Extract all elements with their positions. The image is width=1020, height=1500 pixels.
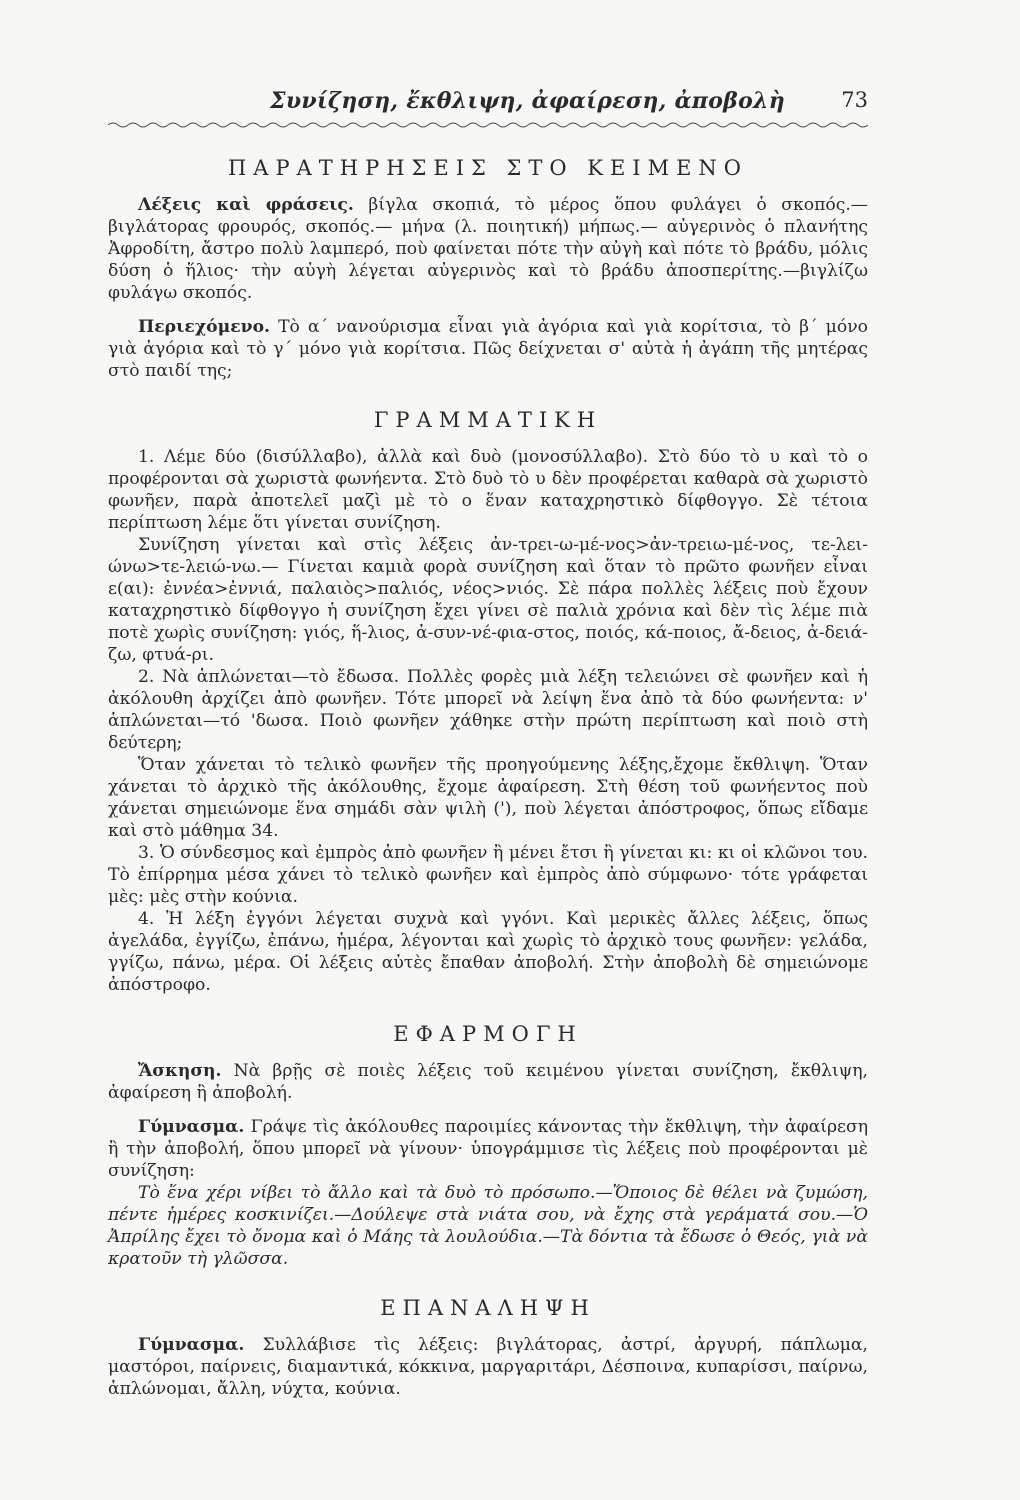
paragraph-lexeis xyxy=(108,194,868,304)
text-lexeis: βίγλα σκοπιά, τὸ μέρος ὅπου φυλάγει ὁ σκοπός.—βιγλάτορας φρουρός, σκοπός.— μήνα (λ. ποιητική) μήπως.— αὐγερινὸς ὁ πλανήτης Ἀφροδίτη, ἄστρο πολὺ λαμπερό, ποὺ φαίνεται πότε τὴν αὐγὴ καὶ πότε τὸ βράδυ, μόλις δύση ὁ ἥλιος· τὴν αὐγὴ λέγεται αὐγερινὸς καὶ τὸ βράδυ ἀποσπερίτης.—βιγλίζω φυλάγω σκοπός. xyxy=(108,195,868,303)
label-gymnasma-2: Γύμνασμα. xyxy=(138,1335,245,1355)
label-periexomeno: Περιεχόμενο. xyxy=(138,317,271,337)
paragraph-gymnasma-1 xyxy=(108,1116,868,1182)
label-askisi: Ἄσκηση. xyxy=(138,1061,222,1081)
text-periexomeno: Τὸ α΄ νανούρισμα εἶναι γιὰ ἀγόρια καὶ γιὰ κορίτσια, τὸ β΄ μόνο γιὰ ἀγόρια καὶ τὸ γ΄ μόνο γιὰ κορίτσια. Πῶς δείχνεται σ' αὐτὰ ἡ ἀγάπη τῆς μητέρας στὸ παιδί της; xyxy=(108,317,868,381)
text-gymnasma-2: Συλλάβισε τὶς λέξεις: βιγλάτορας, ἀστρί, ἀργυρή, πάπλωμα, μαστόροι, παίρνεις, διαμαντικά, κόκκινα, μαργαριτάρι, Δέσποινα, κυπαρίσσι, παίρνω, ἁπλώνομαι, ἄλλη, νύχτα, κούνια. xyxy=(108,1335,869,1399)
label-gymnasma-1: Γύμνασμα. xyxy=(138,1117,245,1137)
running-head xyxy=(108,82,868,122)
section-heading-review: ΕΠΑΝΑΛΗΨΗ xyxy=(380,1296,596,1320)
text-gymnasma-1: Γράψε τὶς ἀκόλουθες παροιμίες κάνοντας τὴν ἔκθλιψη, τὴν ἀφαίρεση ἢ τὴν ἀποβολή, ὅπου μπορεῖ νὰ γίνουν· ὑπογράμμισε τὶς λέξεις ποὺ προφέρονται μὲ συνίζηση: xyxy=(108,1117,868,1181)
section-heading-grammar: ΓΡΑΜΜΑΤΙΚΗ xyxy=(373,408,603,432)
grammar-paragraph-6: 4. Ἡ λέξη ἐγγόνι λέγεται συχνὰ καὶ γγόνι. Καὶ μερικὲς ἄλλες λέξεις, ὅπως ἀγελάδα, ἐγγίζω, ἐπάνω, ἡμέρα, λέγονται καὶ χωρὶς τὸ ἀρχικὸ τους φωνῆεν: γελάδα, γγίζω, πάνω, μέρα. Οἱ λέξεις αὐτὲς ἔπαθαν ἀποβολή. Στὴν ἀποβολὴ δὲ σημειώνομε ἀπόστροφο. xyxy=(108,909,868,995)
running-head-title: Συνίζηση, ἔκθλιψη, ἀφαίρεση, ἀποβολὴ xyxy=(270,88,786,114)
grammar-paragraph-2: Συνίζηση γίνεται καὶ στὶς λέξεις ἀν-τρει-ω-μέ-νος>ἀν-τρειω-μέ-νος, τε-λει-ώνω>τε-λειώ-νω.— Γίνεται καμιὰ φορὰ συνίζηση καὶ ὅταν τὸ πρῶτο φωνῆεν εἶναι ε(αι): ἐννέα>ἐννιά, παλαιὸς>παλιός, νέος>νιός. Σὲ πάρα πολλὲς λέξεις ποὺ ἔχουν καταχρηστικὸ δίφθογγο ἡ συνίζηση ἔχει γίνει σὲ παλιὰ χρόνια καὶ δὲν τὶς λέμε πιὰ ποτὲ χωρὶς συνίζηση: γιός, ἥ-λιος, ἀ-συν-νέ-φια-στος, ποιός, κά-ποιος, ἄ-δειος, ἀ-δειά-ζω, φτυά-ρι. xyxy=(108,535,868,665)
label-lexeis: Λέξεις καὶ φράσεις. xyxy=(138,195,354,215)
grammar-paragraph-4: Ὅταν χάνεται τὸ τελικὸ φωνῆεν τῆς προηγούμενης λέξης,ἔχομε ἔκθλιψη. Ὅταν χάνεται τὸ ἀρχικὸ τῆς ἀκόλουθης, ἔχομε ἀφαίρεση. Στὴ θέση τοῦ φωνήεντος ποὺ χάνεται σημειώνομε ἕνα σημάδι σὰν ψιλὴ ('), ποὺ λέγεται ἀπόστροφος, ὅπως εἴδαμε καὶ στὸ μάθημα 34. xyxy=(108,755,868,841)
page-number: 73 xyxy=(841,88,868,112)
grammar-paragraph-1: 1. Λέμε δύο (δισύλλαβο), ἀλλὰ καὶ δυὸ (μονοσύλλαβο). Στὸ δύο τὸ υ καὶ τὸ ο προφέρονται σὰ χωριστὰ φωνήεντα. Στὸ δυὸ τὸ υ δὲν προφέρεται καθαρὰ σὰ χωριστὸ φωνῆεν, παρὰ ἀποτελεῖ μαζὶ μὲ τὸ ο ἕναν καταχρηστικὸ δίφθογγο. Σὲ τέτοια περίπτωση λέμε ὅτι γίνεται συνίζηση. xyxy=(108,447,868,533)
text-askisi: Νὰ βρῇς σὲ ποιὲς λέξεις τοῦ κειμένου γίνεται συνίζηση, ἔκθλιψη, ἀφαίρεση ἢ ἀποβολή. xyxy=(108,1061,869,1103)
grammar-paragraph-5: 3. Ὁ σύνδεσμος καὶ ἐμπρὸς ἀπὸ φωνῆεν ἢ μένει ἔτσι ἢ γίνεται κι: κι οἱ κλῶνοι του. Τὸ ἐπίρρημα μέσα χάνει τὸ τελικὸ φωνῆεν καὶ ἐμπρὸς ἀπὸ σύμφωνο· τότε γράφεται μὲς: μὲς στὴν κούνια. xyxy=(108,843,868,907)
paragraph-periexomeno xyxy=(108,316,868,382)
paragraph-askisi xyxy=(108,1060,868,1104)
section-heading-notes: ΠΑΡΑΤΗΡΗΣΕΙΣ ΣΤΟ ΚΕΙΜΕΝΟ xyxy=(227,156,749,180)
paragraph-proverbs: Τὸ ἕνα χέρι νίβει τὸ ἄλλο καὶ τὰ δυὸ τὸ πρόσωπο.—Ὅποιος δὲ θέλει νὰ ζυμώση, πέντε ἡμέρες κοσκινίζει.—Δούλεψε στὰ νιάτα σου, νὰ ἔχης στὰ γεράματά σου.—Ὁ Ἀπρίλης ἔχει τὸ ὄνομα καὶ ὁ Μάης τὰ λουλούδια.—Τὰ δόντια τὰ ἔδωσε ὁ Θεός, γιὰ νὰ κρατοῦν τὴ γλῶσσα. xyxy=(108,1183,868,1269)
grammar-paragraph-3: 2. Νὰ ἁπλώνεται—τὸ ἔδωσα. Πολλὲς φορὲς μιὰ λέξη τελειώνει σὲ φωνῆεν καὶ ἡ ἀκόλουθη ἀρχίζει ἀπὸ φωνῆεν. Τότε μπορεῖ νὰ λείψη ἕνα ἀπὸ τὰ δύο φωνήεντα: ν' ἁπλώνεται—τό 'δωσα. Ποιὸ φωνῆεν χάθηκε στὴν πρώτη περίπτωση καὶ ποιὸ στὴ δεύτερη; xyxy=(108,667,868,753)
book-page xyxy=(108,82,868,1400)
paragraph-gymnasma-2 xyxy=(108,1334,868,1400)
section-heading-application: ΕΦΑΡΜΟΓΗ xyxy=(393,1022,583,1046)
